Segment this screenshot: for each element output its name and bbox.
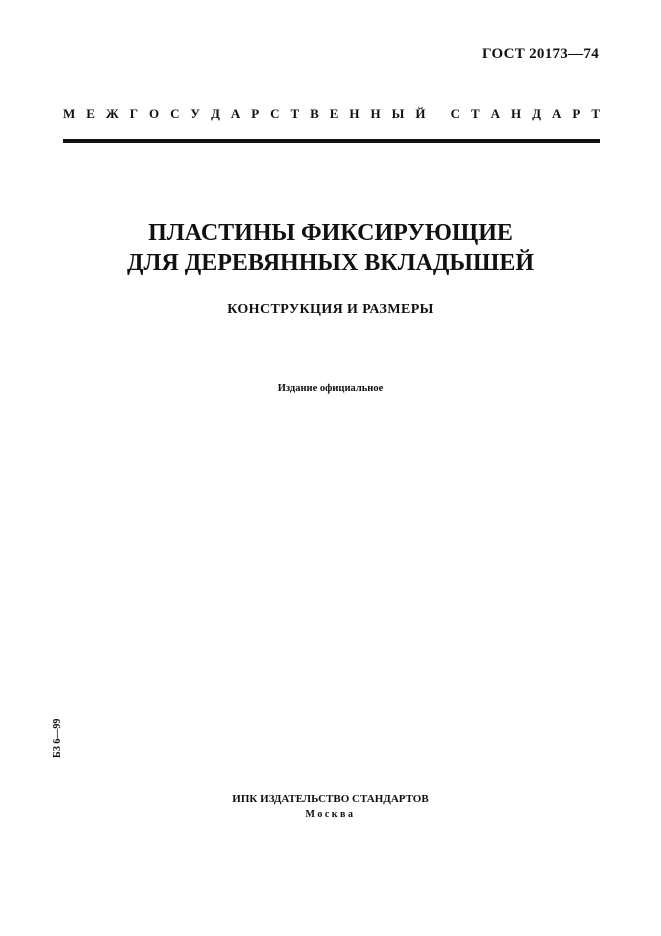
- header-letter: Н: [370, 106, 381, 121]
- header-letter: О: [148, 106, 160, 121]
- header-letter: Т: [471, 106, 480, 121]
- header-letter: А: [490, 106, 501, 121]
- header-letter: А: [230, 106, 241, 121]
- header-letter: Р: [572, 106, 581, 121]
- header-letter: Н: [349, 106, 360, 121]
- document-subtitle: КОНСТРУКЦИЯ И РАЗМЕРЫ: [227, 302, 434, 317]
- header-word-gap: [436, 106, 439, 122]
- document-code: ГОСТ 20173—74: [481, 46, 599, 62]
- document-title: [0, 218, 661, 278]
- header-letter: Е: [86, 106, 95, 121]
- header-letter: С: [170, 106, 180, 121]
- header-letter: Д: [210, 106, 220, 121]
- header-letter: У: [190, 106, 200, 121]
- publisher-city: Москва: [305, 809, 356, 820]
- edition-note: Издание официальное: [277, 383, 384, 394]
- header-letter: Ы: [391, 106, 405, 121]
- header-letter: Й: [415, 106, 426, 121]
- header-letter: Г: [129, 106, 138, 121]
- header-letter: В: [310, 106, 319, 121]
- header-letter: С: [450, 106, 461, 121]
- header-rule: [63, 139, 600, 143]
- header-letter: М: [63, 106, 76, 121]
- header-letter: Т: [290, 106, 300, 121]
- side-code: БЗ 6—99: [52, 718, 63, 758]
- header-letter: Ж: [105, 106, 119, 121]
- header-letter: Р: [251, 106, 260, 121]
- interstate-standard-header: [63, 106, 600, 122]
- publisher-name: ИПК ИЗДАТЕЛЬСТВО СТАНДАРТОВ: [232, 793, 429, 805]
- title-line-2: ДЛЯ ДЕРЕВЯННЫХ ВКЛАДЫШЕЙ: [126, 250, 535, 276]
- header-letter: А: [552, 106, 562, 121]
- header-letter: Е: [329, 106, 339, 121]
- header-letter: Д: [532, 106, 542, 121]
- header-letter: Т: [591, 106, 600, 121]
- header-letter: С: [270, 106, 280, 121]
- title-line-1: ПЛАСТИНЫ ФИКСИРУЮЩИЕ: [148, 220, 513, 246]
- header-letter: Н: [511, 106, 522, 121]
